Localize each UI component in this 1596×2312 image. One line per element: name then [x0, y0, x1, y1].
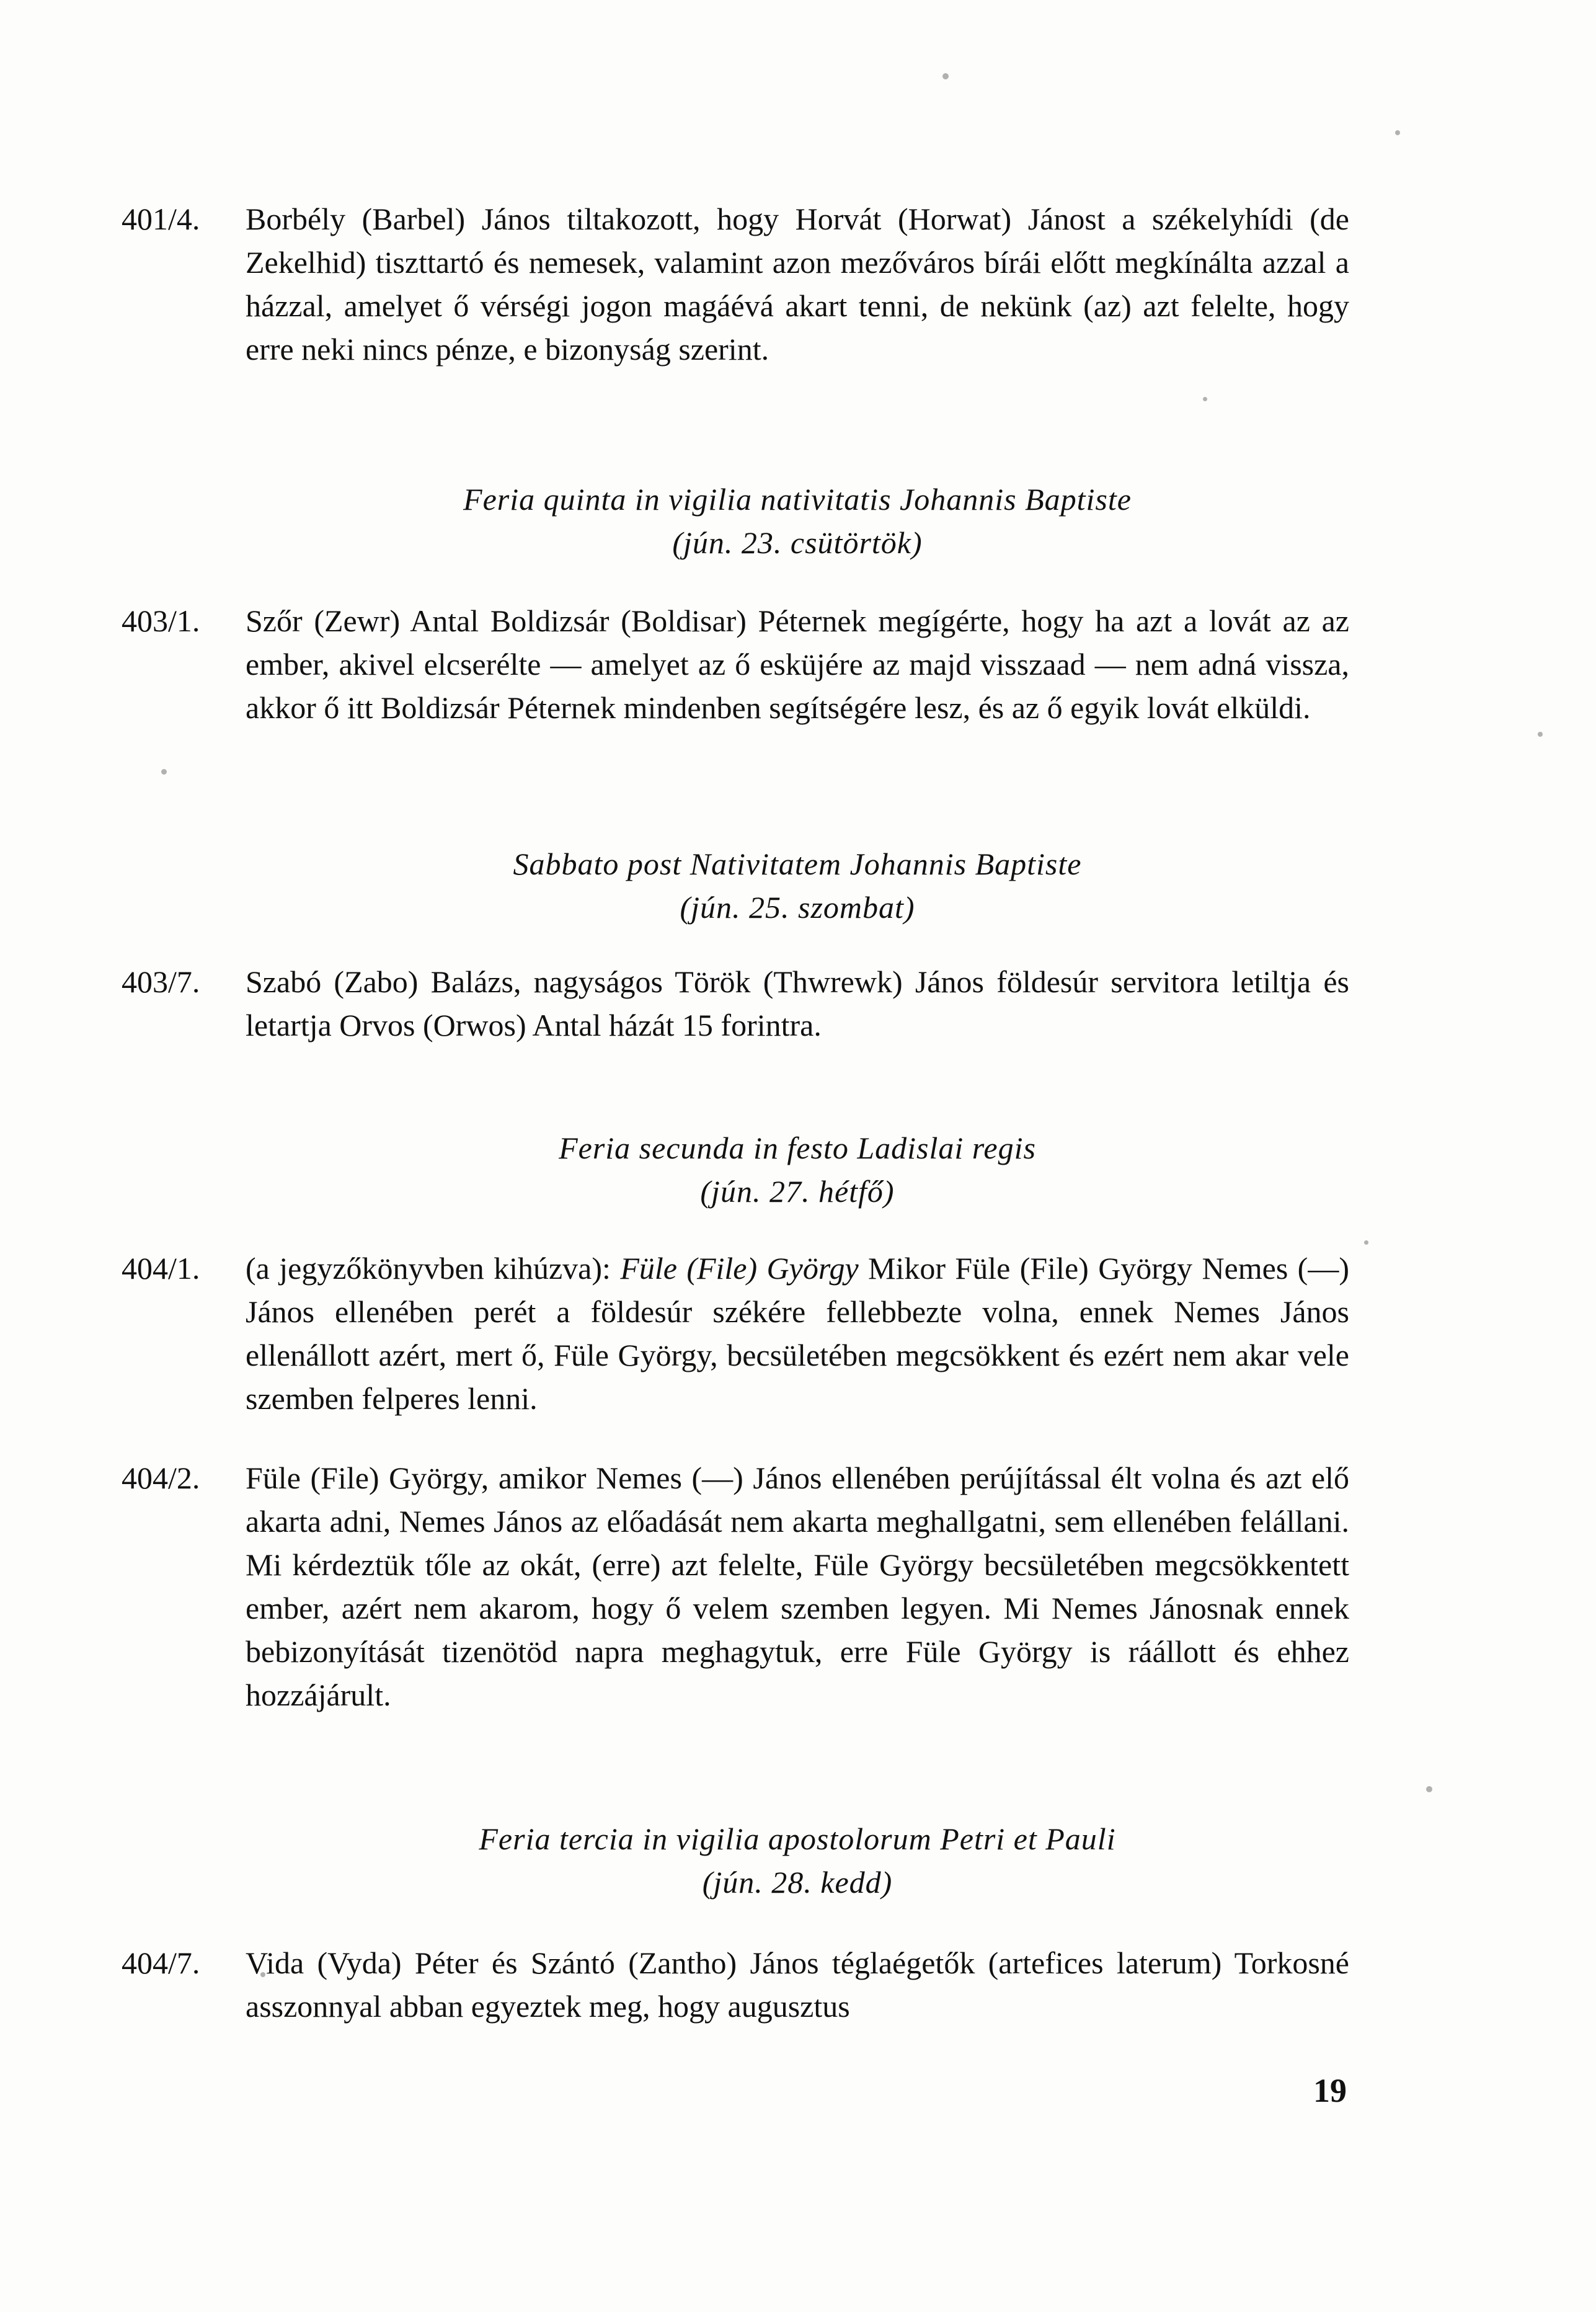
entry-body: Mikor Füle (File) György Nemes (—) János ellenében perét a földesúr székére fellebbezte volna, ennek Nemes János ellenállott azért, mert ő, Füle György, becsületében megcsökkent és ezért nem akar vele szemben felperes lenni. — [246, 1251, 1349, 1416]
heading-date: (jún. 28. kedd) — [702, 1865, 893, 1900]
entry-text: Vida (Vyda) Péter és Szántó (Zantho) János téglaégetők (artefices laterum) Torkosné asszonnyal abban egyeztek meg, hogy augusztus — [246, 1945, 1349, 2024]
entry-404-2 — [122, 1456, 1349, 1717]
entry-number: 404/7. — [122, 1945, 200, 1980]
entry-403-7 — [122, 960, 1349, 1047]
entry-number: 403/7. — [122, 964, 200, 999]
scan-speck — [1364, 1240, 1368, 1245]
entry-note: (a jegyzőkönyvben kihúzva): — [246, 1251, 621, 1286]
heading-date: (jún. 25. szombat) — [680, 890, 915, 925]
date-heading — [246, 478, 1349, 564]
entry-404-7 — [122, 1941, 1349, 2028]
entry-text — [246, 1247, 1349, 1420]
struck-name: Füle (File) György — [620, 1251, 859, 1286]
scan-speck — [161, 769, 167, 775]
scan-speck — [942, 73, 949, 79]
heading-latin: Feria quinta in vigilia nativitatis Johannis Baptiste — [463, 482, 1132, 517]
entry-401-4 — [122, 197, 1349, 371]
heading-latin: Sabbato post Nativitatem Johannis Baptiste — [513, 847, 1082, 881]
entry-404-1 — [122, 1247, 1349, 1420]
entry-number: 404/2. — [122, 1461, 200, 1495]
entry-text: Szabó (Zabo) Balázs, nagyságos Török (Thwrewk) János földesúr servitora letiltja és letartja Orvos (Orwos) Antal házát 15 forintra. — [246, 964, 1349, 1043]
scan-speck — [1395, 130, 1400, 135]
date-heading — [246, 842, 1349, 929]
heading-latin: Feria tercia in vigilia apostolorum Petri et Pauli — [479, 1821, 1116, 1856]
entry-number: 403/1. — [122, 603, 200, 638]
entry-number: 404/1. — [122, 1251, 200, 1286]
entry-number: 401/4. — [122, 202, 200, 236]
scan-speck — [1203, 397, 1207, 401]
entry-text: Szőr (Zewr) Antal Boldizsár (Boldisar) Péternek megígérte, hogy ha azt a lovát az az ember, akivel elcserélte — amelyet az ő esküjére az majd visszaad — nem adná vissza, akkor ő itt Boldizsár Péternek mindenben segítségére lesz, és az ő egyik lovát elküldi. — [246, 603, 1349, 725]
date-heading — [246, 1817, 1349, 1904]
date-heading — [246, 1126, 1349, 1213]
heading-date: (jún. 23. csütörtök) — [672, 525, 923, 560]
entry-text: Füle (File) György, amikor Nemes (—) János ellenében perújítással élt volna és azt elő akarta adni, Nemes János az előadását nem akarta meghallgatni, sem ellenében felállani. Mi kérdeztük tőle az okát, (erre) azt felelte, Füle György becsületében megcsökkentett ember, azért nem akarom, hogy ő velem szemben legyen. Mi Nemes Jánosnak ennek bebizonyítását tizenötöd napra meghagytuk, erre Füle György is ráállott és ehhez hozzájárult. — [246, 1461, 1349, 1712]
scan-speck — [1426, 1786, 1432, 1792]
heading-latin: Feria secunda in festo Ladislai regis — [559, 1131, 1036, 1165]
entry-text: Borbély (Barbel) János tiltakozott, hogy Horvát (Horwat) Jánost a székelyhídi (de Zekelhid) tiszttartó és nemesek, valamint azon mezőváros bírái előtt megkínálta azzal a házzal, amelyet ő vérségi jogon magáévá akart tenni, de nekünk (az) azt felelte, hogy erre neki nincs pénze, e bizonyság szerint. — [246, 202, 1349, 367]
heading-date: (jún. 27. hétfő) — [700, 1174, 895, 1209]
entry-403-1 — [122, 599, 1349, 729]
scan-speck — [1538, 732, 1543, 737]
page-number: 19 — [1313, 2072, 1347, 2109]
